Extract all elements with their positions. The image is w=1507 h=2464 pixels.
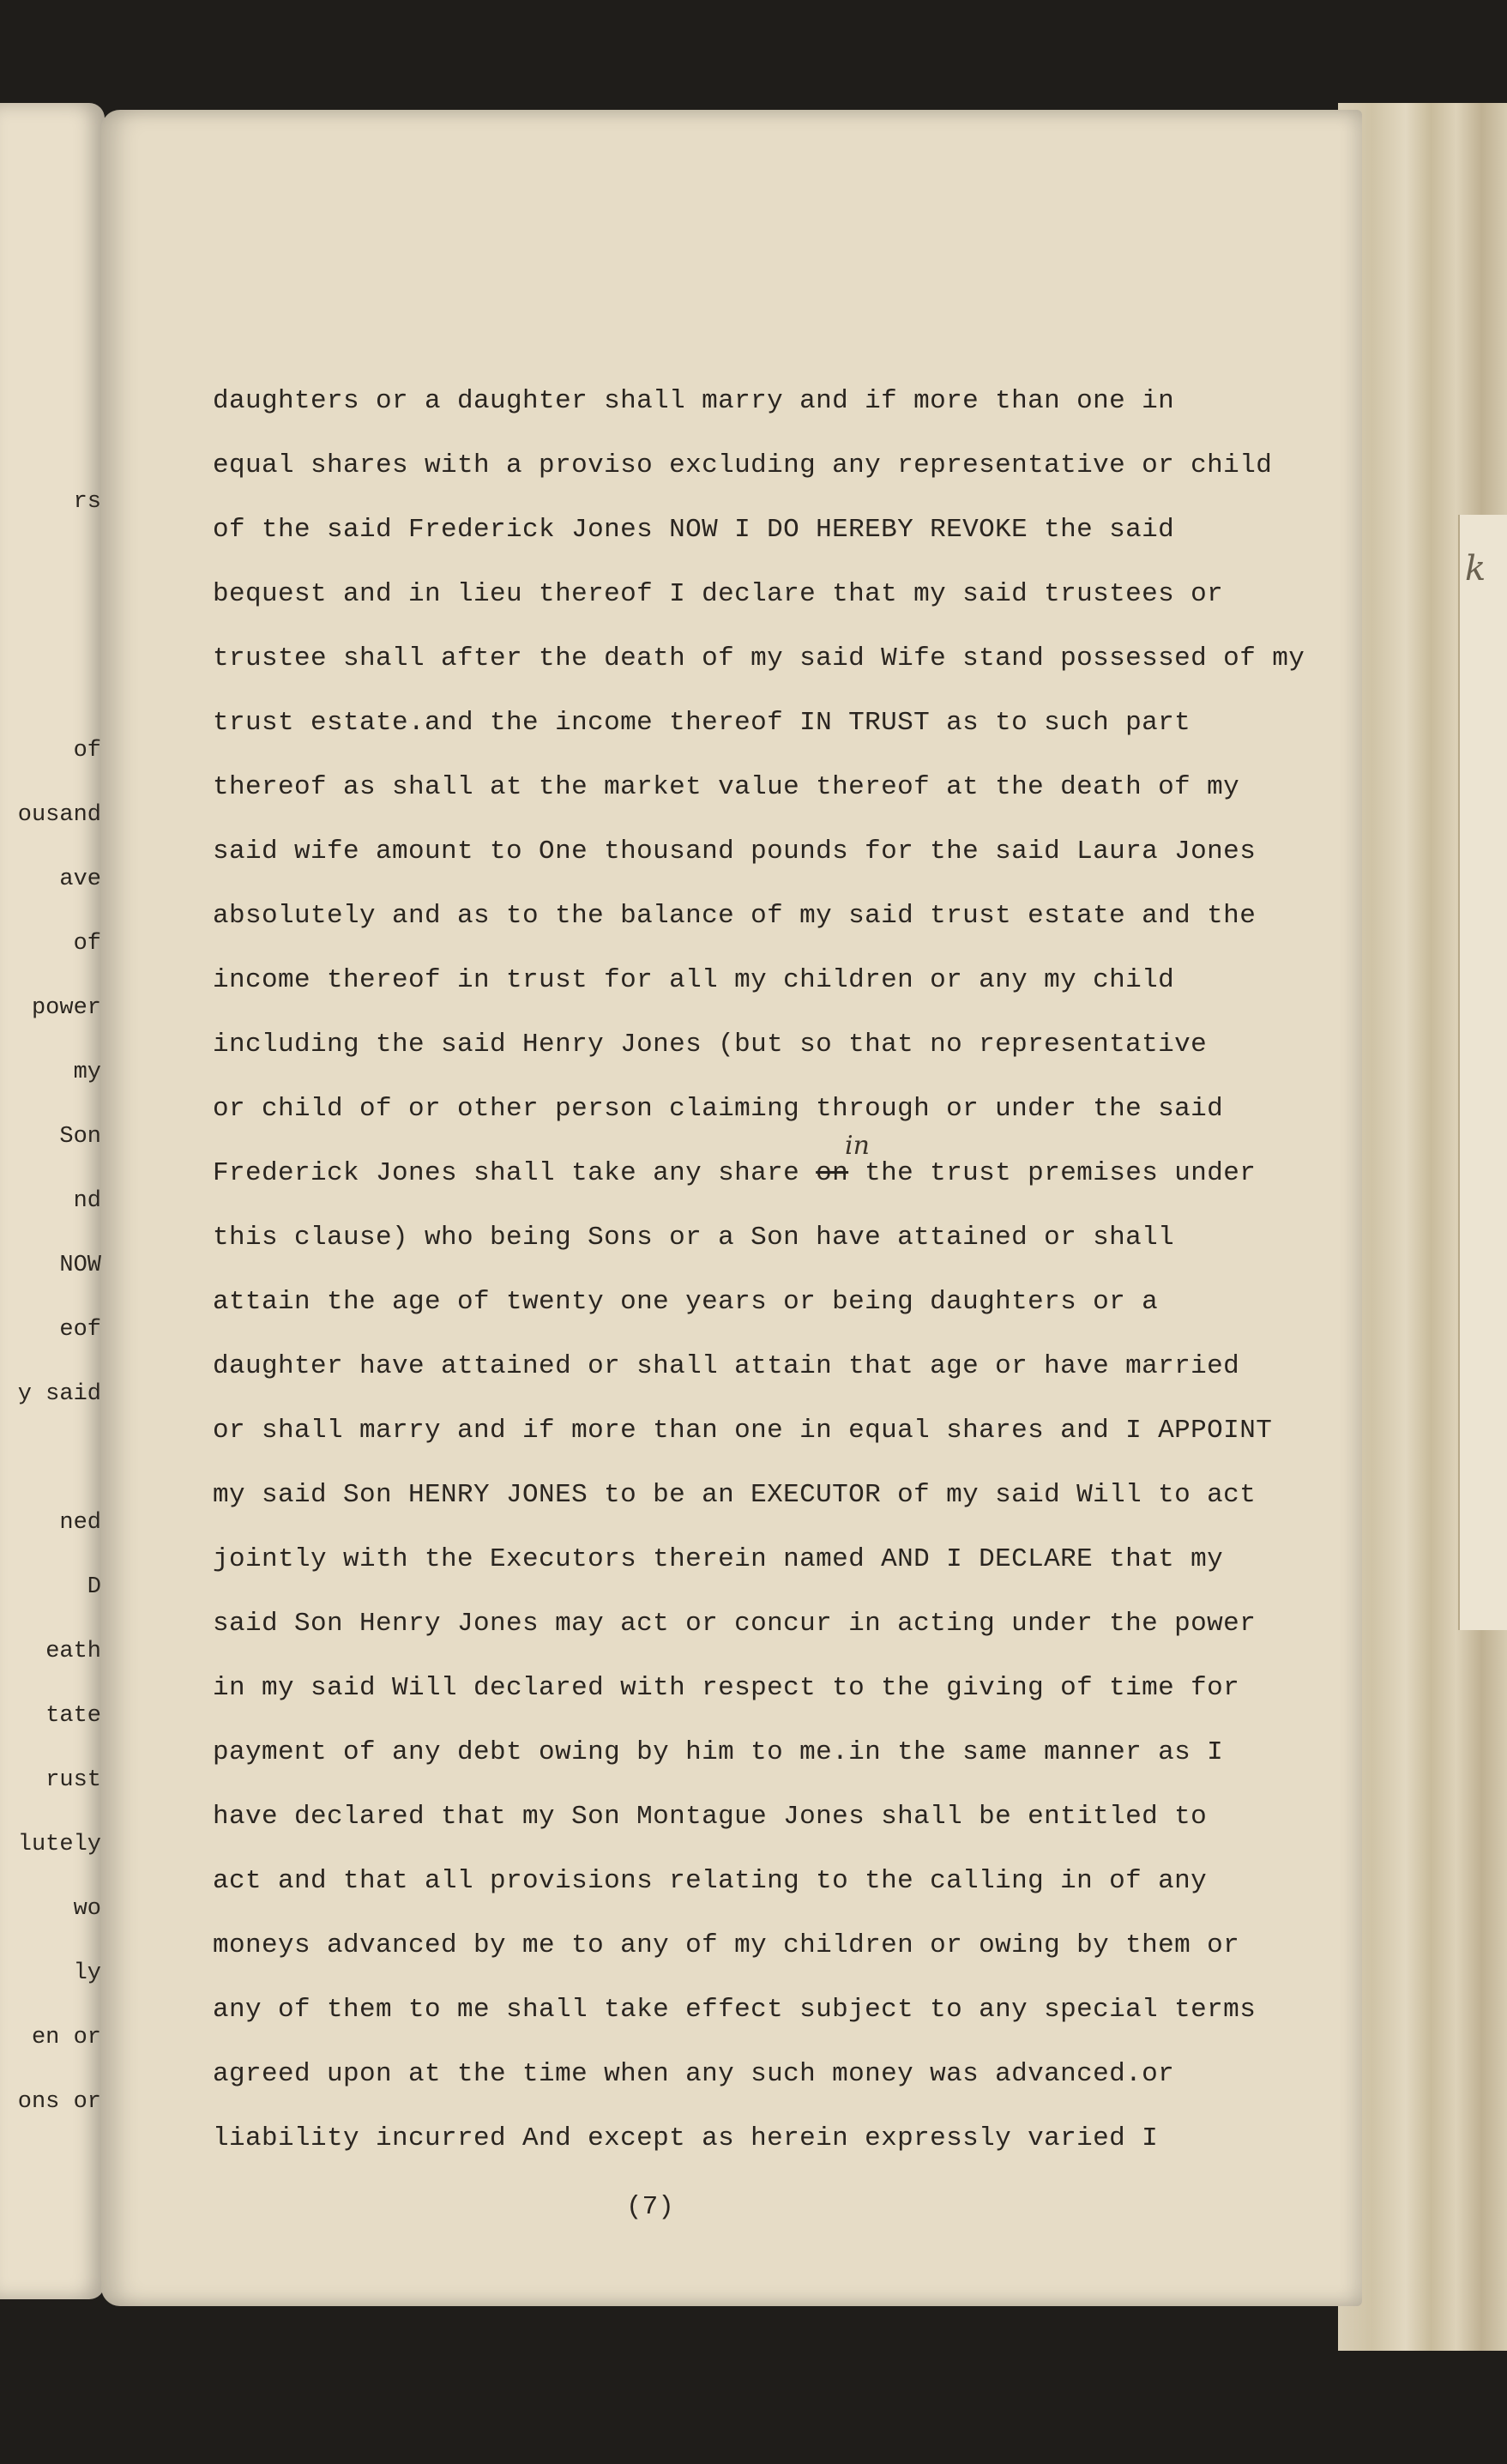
left-page-fragment: D xyxy=(87,1574,101,1600)
text-line: of the said Frederick Jones NOW I DO HEREBY REVOKE the said xyxy=(213,515,1175,545)
left-page-fragment: rust xyxy=(45,1767,101,1793)
left-page-fragment: ned xyxy=(59,1510,101,1536)
text-line: or shall marry and if more than one in equal shares and I APPOINT xyxy=(213,1416,1273,1446)
text-line: jointly with the Executors therein named AND I DECLARE that my xyxy=(213,1544,1224,1574)
text-line: or child of or other person claiming through or under the said xyxy=(213,1094,1224,1124)
text-line: agreed upon at the time when any such money was advanced.or xyxy=(213,2059,1175,2089)
text-line: attain the age of twenty one years or being daughters or a xyxy=(213,1287,1159,1317)
left-page-fragment: nd xyxy=(73,1188,101,1214)
text-line: trustee shall after the death of my said Wife stand possessed of my xyxy=(213,643,1305,673)
text-line: said wife amount to One thousand pounds for the said Laura Jones xyxy=(213,836,1257,867)
left-page-fragment: eof xyxy=(59,1317,101,1343)
left-page-fragment: ly xyxy=(73,1960,101,1986)
previous-page-edge xyxy=(0,103,105,2299)
text-segment: Frederick Jones shall take any share xyxy=(213,1158,800,1188)
left-page-fragment: y said xyxy=(17,1381,101,1407)
left-page-fragment: en or xyxy=(31,2025,101,2050)
text-line: thereof as shall at the market value thereof at the death of my xyxy=(213,772,1240,802)
handwriting-mark: k xyxy=(1465,549,1486,589)
text-line: absolutely and as to the balance of my said trust estate and the xyxy=(213,901,1257,931)
text-line: trust estate.and the income thereof IN TRUST as to such part xyxy=(213,708,1191,738)
text-line: liability incurred And except as herein expressly varied I xyxy=(213,2123,1159,2153)
left-page-fragment: lutely xyxy=(17,1832,101,1857)
left-page-fragment: ons or xyxy=(17,2089,101,2115)
left-page-fragment: power xyxy=(31,995,101,1021)
text-line: any of them to me shall take effect subject to any special terms xyxy=(213,1995,1257,2025)
left-page-fragment: my xyxy=(73,1060,101,1085)
left-page-fragment: of xyxy=(73,738,101,764)
text-line: including the said Henry Jones (but so that no representative xyxy=(213,1030,1208,1060)
left-page-fragment: ousand xyxy=(17,802,101,828)
text-line: bequest and in lieu thereof I declare that my said trustees or xyxy=(213,579,1224,609)
inserted-sheet-edge xyxy=(1458,515,1507,1630)
left-page-fragment: tate xyxy=(45,1703,101,1729)
text-line: have declared that my Son Montague Jones shall be entitled to xyxy=(213,1802,1208,1832)
text-line: moneys advanced by me to any of my children or owing by them or xyxy=(213,1930,1240,1960)
struck-word: on xyxy=(816,1158,849,1188)
text-segment: the trust premises under xyxy=(865,1158,1257,1188)
handwritten-insertion: in xyxy=(845,1131,870,1161)
text-line: act and that all provisions relating to the calling in of any xyxy=(213,1866,1208,1896)
document-page xyxy=(101,110,1362,2306)
page-number: (7) xyxy=(626,2192,674,2222)
left-page-fragment: rs xyxy=(73,489,101,515)
text-line: this clause) who being Sons or a Son have attained or shall xyxy=(213,1223,1175,1253)
left-page-fragment: NOW xyxy=(59,1253,101,1278)
text-line: said Son Henry Jones may act or concur in acting under the power xyxy=(213,1609,1257,1639)
left-page-fragment: of xyxy=(73,931,101,957)
left-page-fragment: ave xyxy=(59,867,101,892)
text-line: equal shares with a proviso excluding any representative or child xyxy=(213,450,1273,480)
text-line: in my said Will declared with respect to the giving of time for xyxy=(213,1673,1240,1703)
text-line-with-correction xyxy=(213,1158,1256,1188)
left-page-fragment: eath xyxy=(45,1639,101,1664)
text-line: payment of any debt owing by him to me.in the same manner as I xyxy=(213,1737,1224,1767)
text-line: daughter have attained or shall attain that age or have married xyxy=(213,1351,1240,1381)
left-page-fragment: wo xyxy=(73,1896,101,1922)
text-line: my said Son HENRY JONES to be an EXECUTOR of my said Will to act xyxy=(213,1480,1257,1510)
text-line: income thereof in trust for all my children or any my child xyxy=(213,965,1175,995)
left-page-fragment: Son xyxy=(59,1124,101,1150)
text-line: daughters or a daughter shall marry and if more than one in xyxy=(213,386,1175,416)
